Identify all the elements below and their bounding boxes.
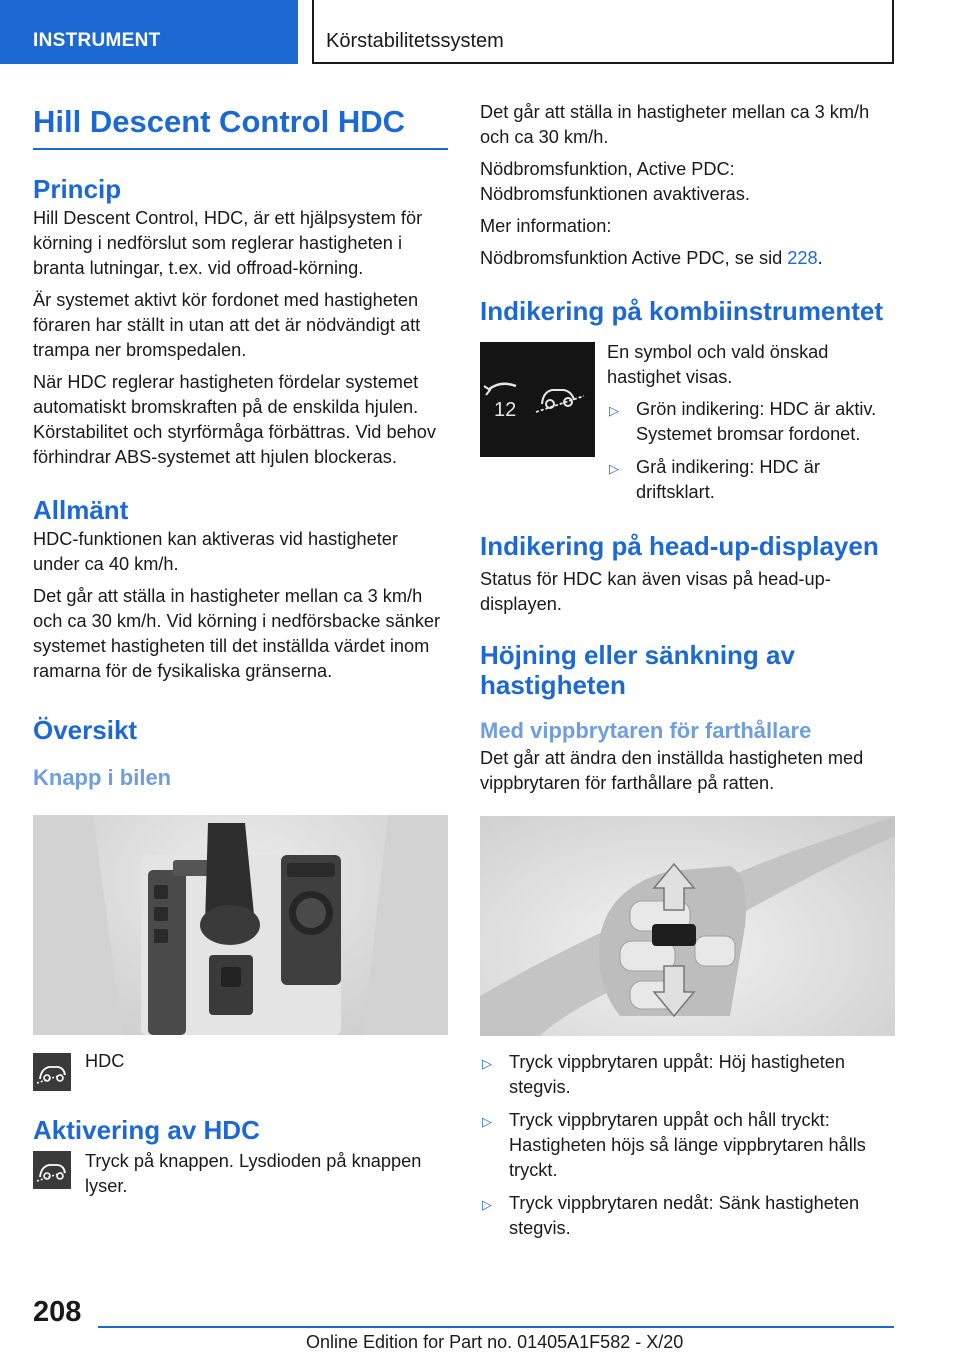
princip-heading: Princip — [33, 174, 122, 204]
allmant-paragraph-1: HDC-funktionen kan aktiveras vid hastigheter under ca 40 km/h. — [33, 529, 398, 574]
hud-text: Status för HDC kan även visas på head-up-displayen. — [480, 569, 831, 614]
knapp-heading: Knapp i bilen — [33, 765, 172, 790]
triangle-bullet-icon: ▷ — [482, 1114, 492, 1129]
reference-text: Nödbromsfunktion Active PDC, se sid — [480, 248, 788, 268]
aktivering-text: Tryck på knappen. Lysdioden på knappen lyser. — [85, 1151, 422, 1196]
allmant-heading: Allmänt — [33, 495, 129, 525]
triangle-bullet-icon: ▷ — [482, 1197, 492, 1212]
list-item — [607, 397, 895, 447]
left-column — [33, 100, 448, 1206]
hdc-icon — [33, 1053, 71, 1091]
princip-paragraph-3: När HDC reglerar hastigheten fördelar systemet automatiskt bromskraften på de enskilda hjulen. Körstabilitet och styrförmåga förbättras. Vid behov förhindrar ABS-systemet att hjulen blockeras. — [33, 372, 437, 467]
section-label: INSTRUMENT — [33, 30, 161, 51]
aktivering-heading: Aktivering av HDC — [33, 1115, 260, 1145]
triangle-bullet-icon: ▷ — [609, 403, 619, 418]
vipp-item-2: Tryck vippbrytaren uppåt och håll tryckt: Hastigheten höjs så länge vippbrytaren hålls tryckt. — [509, 1110, 866, 1180]
vipp-list — [480, 1050, 895, 1241]
hdc-button-legend — [33, 1051, 448, 1091]
aktivering-row — [33, 1149, 448, 1206]
kombi-intro: En symbol och vald önskad hastighet visas. — [607, 342, 829, 387]
title-rule — [33, 148, 448, 150]
page-link-228[interactable]: 228 — [787, 248, 818, 268]
kombi-heading: Indikering på kombiinstrumentet — [480, 296, 884, 326]
footer-rule — [98, 1326, 894, 1328]
list-item — [480, 1191, 895, 1241]
list-item — [480, 1108, 895, 1183]
page-number: 208 — [33, 1296, 82, 1328]
chapter-title: Körstabilitetssystem — [326, 30, 504, 52]
right-paragraph-2: Nödbromsfunktion, Active PDC: Nödbromsfunktionen avaktiveras. — [480, 159, 750, 204]
kombi-list — [607, 397, 895, 505]
triangle-bullet-icon: ▷ — [609, 461, 619, 476]
hdc-icon — [33, 1151, 71, 1189]
hud-heading: Indikering på head-up-displayen — [480, 531, 879, 561]
allmant-paragraph-2: Det går att ställa in hastigheter mellan ca 3 km/h och ca 30 km/h. Vid körning i nedförsbacke sänker systemet hastigheten till det inställda värdet inom ramarna för de fysikaliska gränserna. — [33, 586, 441, 681]
steering-wheel-photo — [480, 816, 895, 1036]
princip-paragraph-1: Hill Descent Control, HDC, är ett hjälpsystem för körning i nedförslut som reglerar hastigheten i branta lutningar, t.ex. vid offroad-körning. — [33, 208, 423, 278]
vipp-item-3: Tryck vippbrytaren nedåt: Sänk hastigheten stegvis. — [509, 1193, 860, 1238]
footer-edition: Online Edition for Part no. 01405A1F582 - X/20 — [306, 1332, 684, 1352]
right-column — [480, 100, 895, 1249]
kombi-section — [480, 342, 895, 513]
princip-paragraph-2: Är systemet aktivt kör fordonet med hastigheten föraren har ställt in utan att det är nödvändigt att trampa ner bromspedalen. — [33, 290, 421, 360]
kombi-item-2: Grå indikering: HDC är driftsklart. — [636, 457, 820, 502]
oversikt-heading: Översikt — [33, 715, 138, 745]
page-title: Hill Descent Control HDC — [33, 104, 406, 139]
right-paragraph-1: Det går att ställa in hastigheter mellan ca 3 km/h och ca 30 km/h. — [480, 102, 870, 147]
center-console-photo — [33, 815, 448, 1035]
hojning-heading: Höjning eller sänkning av hastigheten — [480, 640, 795, 700]
vipp-item-1: Tryck vippbrytaren uppåt: Höj hastigheten stegvis. — [509, 1052, 845, 1097]
hdc-indicator-icon — [480, 342, 595, 457]
triangle-bullet-icon: ▷ — [482, 1056, 492, 1071]
section-tab — [0, 0, 298, 64]
reference-suffix: . — [817, 248, 823, 268]
hdc-label: HDC — [85, 1051, 125, 1071]
kombi-speed: 12 — [494, 399, 517, 421]
kombi-text — [607, 342, 895, 513]
kombi-item-1: Grön indikering: HDC är aktiv. Systemet bromsar fordonet. — [636, 399, 877, 444]
chapter-header — [312, 0, 894, 64]
list-item — [607, 455, 895, 505]
vipp-text: Det går att ändra den inställda hastigheten med vippbrytaren för farthållare på ratten. — [480, 748, 864, 793]
right-paragraph-4 — [480, 246, 895, 271]
vipp-heading: Med vippbrytaren för farthållare — [480, 718, 812, 743]
list-item — [480, 1050, 895, 1100]
right-paragraph-3: Mer information: — [480, 216, 612, 236]
